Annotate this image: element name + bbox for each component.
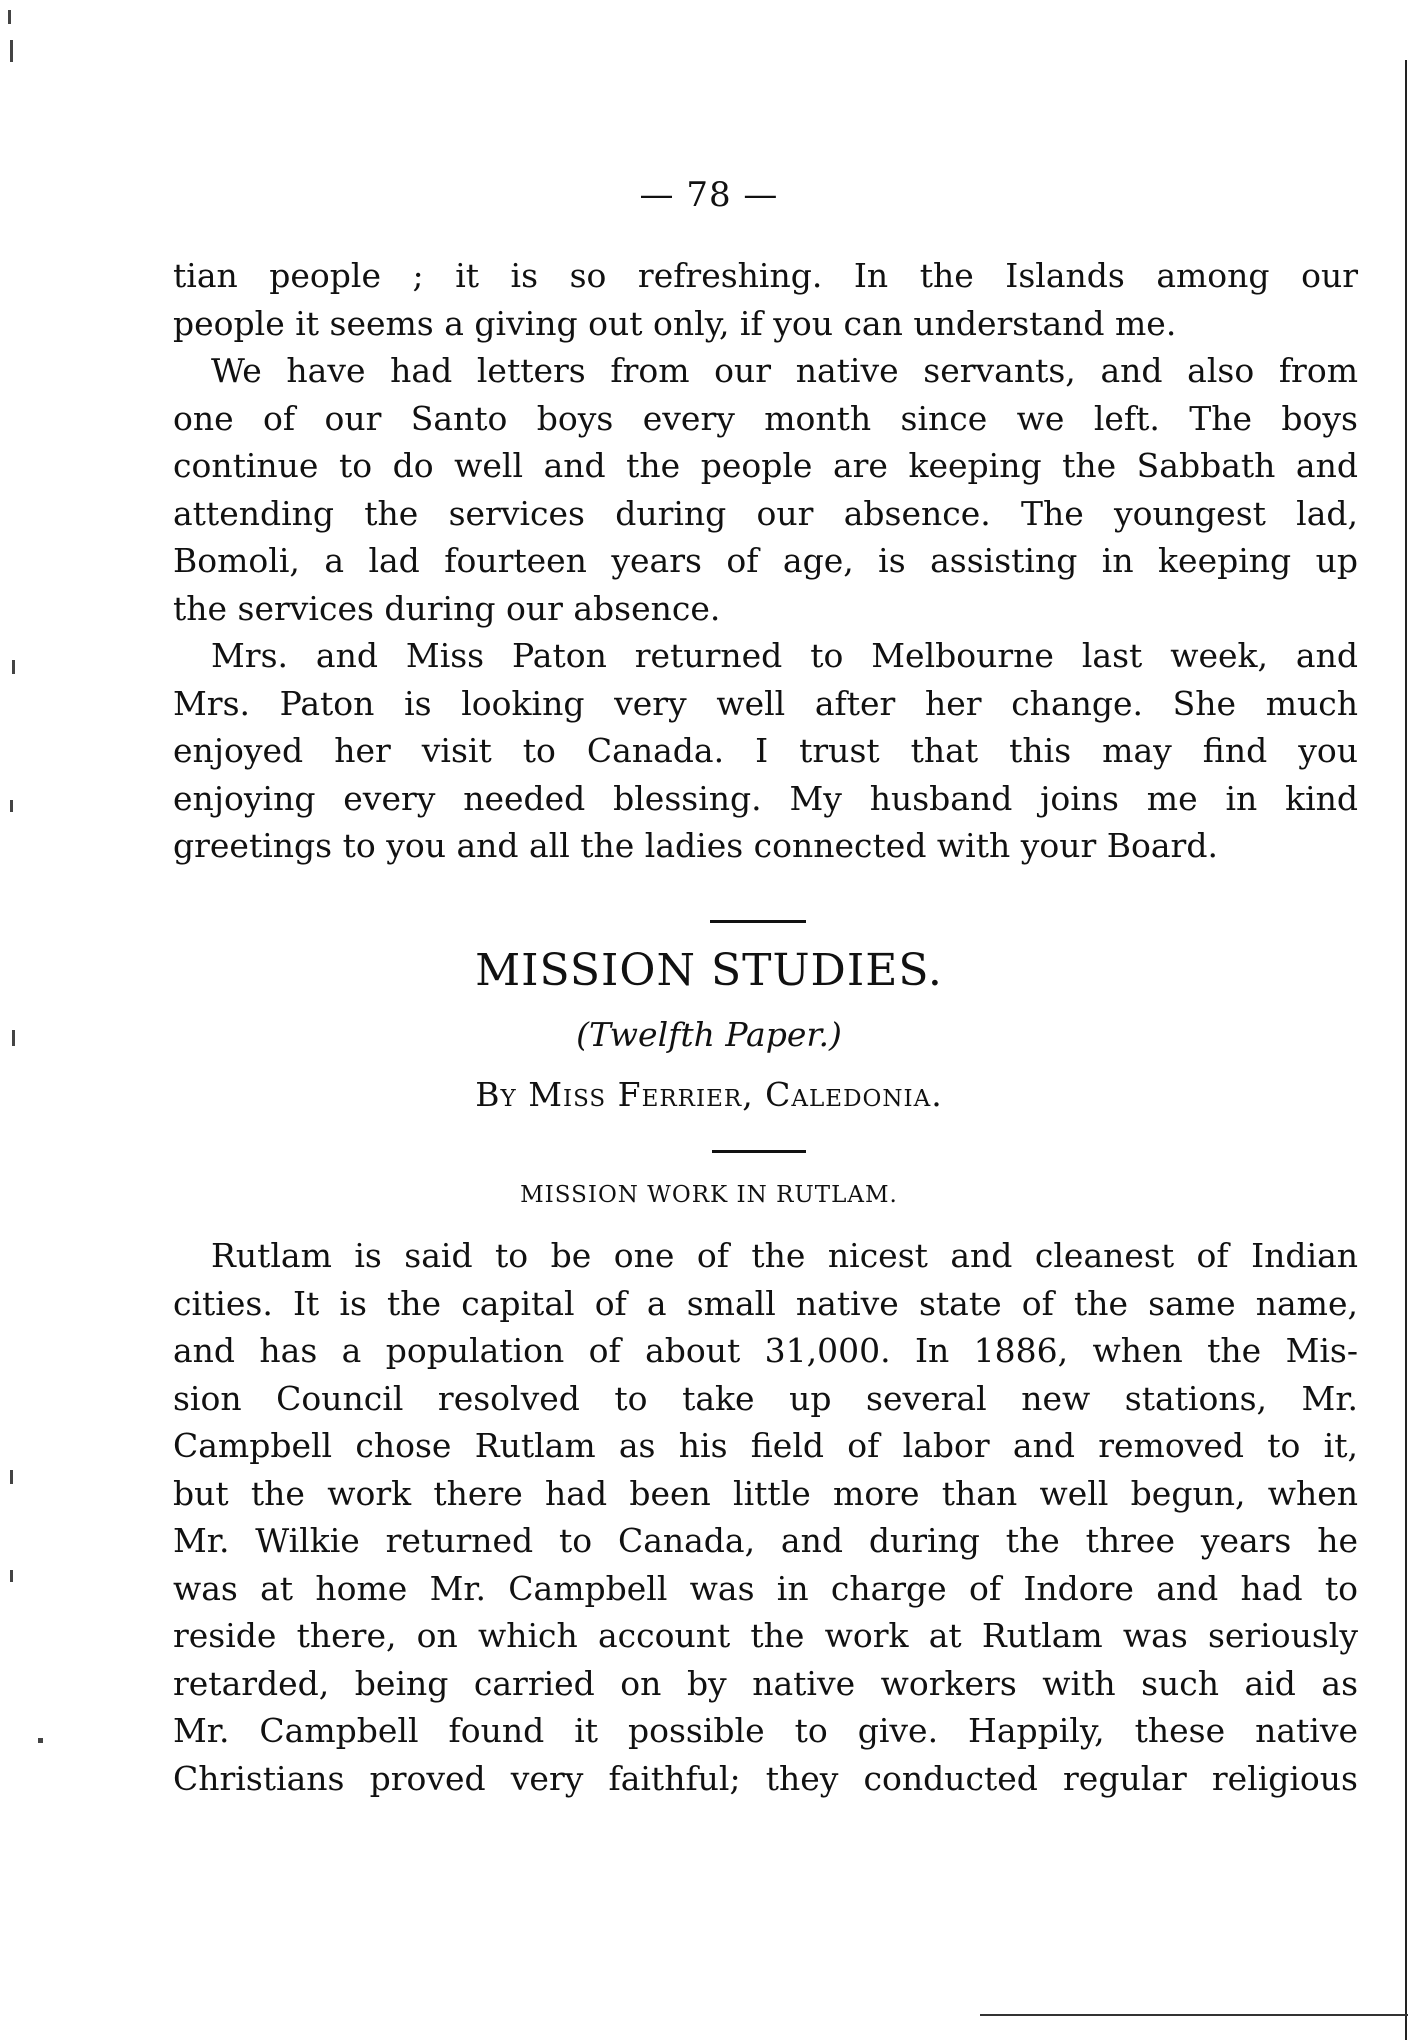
text-line: Mr. Wilkie returned to Canada, and during the three years he — [173, 1521, 1358, 1560]
text-line: Mrs. Paton is looking very well after her change. She much — [173, 683, 1358, 723]
section-divider — [712, 1150, 806, 1153]
section-divider — [710, 920, 806, 923]
text-line: cities. It is the capital of a small native state of the same name, — [173, 1283, 1358, 1323]
scan-speck — [8, 10, 11, 24]
subsection-title: MISSION WORK IN RUTLAM. — [520, 1182, 898, 1208]
letter-text-block — [173, 252, 1358, 870]
scan-speck — [10, 1570, 13, 1582]
text-line: one of our Santo boys every month since we left. The boys — [173, 398, 1358, 438]
section-byline: By Miss Ferrier, Caledonia. — [475, 1075, 943, 1114]
text-line: and has a population of about 31,000. In 1886, when the Mis- — [173, 1331, 1358, 1370]
text-line: Mr. Campbell found it possible to give. Happily, these native — [173, 1711, 1358, 1750]
scan-speck — [10, 40, 13, 62]
text-line: We have had letters from our native servants, and also from — [211, 351, 1358, 390]
text-line: Campbell chose Rutlam as his field of labor and removed to it, — [173, 1426, 1358, 1465]
scan-speck — [38, 1738, 43, 1743]
text-line: enjoying every needed blessing. My husband joins me in kind — [173, 778, 1358, 818]
scan-speck — [10, 800, 13, 812]
article-text-block — [173, 1232, 1358, 1802]
text-line: continue to do well and the people are keeping the Sabbath and — [173, 446, 1358, 485]
text-line: reside there, on which account the work at Rutlam was seriously — [173, 1616, 1358, 1655]
page-bottom-edge — [980, 2014, 1408, 2016]
text-line: enjoyed her visit to Canada. I trust that this may find you — [173, 731, 1358, 770]
text-line: greetings to you and all the ladies connected with your Board. — [173, 826, 1218, 865]
text-line: the services during our absence. — [173, 588, 721, 628]
text-line: Christians proved very faithful; they conducted regular religious — [173, 1758, 1358, 1798]
scan-speck — [12, 660, 15, 674]
text-line: Mrs. and Miss Paton returned to Melbourne last week, and — [211, 636, 1358, 675]
text-line: was at home Mr. Campbell was in charge of Indore and had to — [173, 1568, 1358, 1608]
text-line: tian people ; it is so refreshing. In the Islands among our — [173, 256, 1358, 295]
page-edge-line — [1405, 60, 1407, 2040]
text-line: but the work there had been little more than well begun, when — [173, 1473, 1358, 1513]
section-title: MISSION STUDIES. — [475, 945, 943, 996]
text-line: attending the services during our absence. The youngest lad, — [173, 493, 1358, 533]
page-number: — 78 — — [639, 175, 779, 215]
section-subtitle: (Twelfth Paper.) — [576, 1015, 842, 1054]
text-line: retarded, being carried on by native workers with such aid as — [173, 1663, 1358, 1703]
text-line: people it seems a giving out only, if you can understand me. — [173, 303, 1177, 343]
text-line: Bomoli, a lad fourteen years of age, is assisting in keeping up — [173, 541, 1358, 580]
text-line: sion Council resolved to take up several new stations, Mr. — [173, 1378, 1358, 1418]
scan-speck — [10, 1470, 13, 1484]
text-line: Rutlam is said to be one of the nicest and cleanest of Indian — [211, 1236, 1358, 1275]
scan-speck — [12, 1030, 15, 1046]
